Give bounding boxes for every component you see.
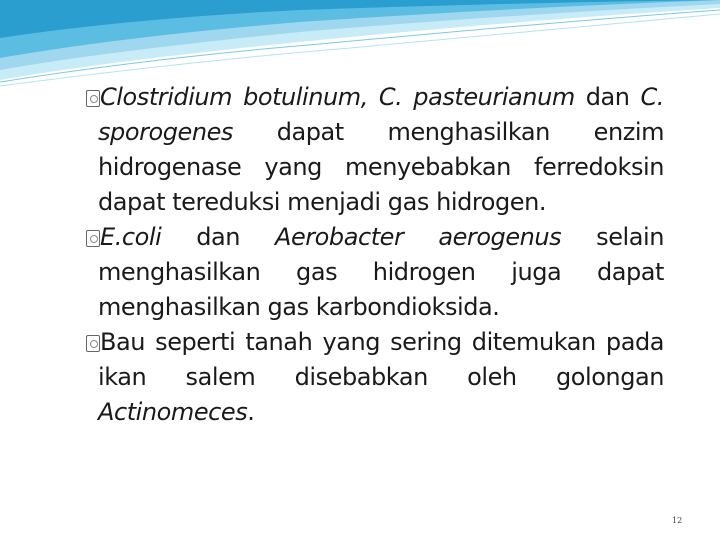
page-number: 12: [672, 516, 683, 525]
species-name: Actinomeces: [98, 398, 248, 426]
species-name: Aerobacter aerogenus: [274, 223, 562, 251]
bullet-text: selain menghasilkan gas hidrogen juga dapat menghasilkan gas karbondioksida.: [98, 223, 664, 321]
header-wave-decoration: [0, 0, 720, 90]
bullet-item-clostridium: [86, 80, 664, 220]
slide-body: [86, 80, 664, 430]
bullet-item-bau: [86, 325, 664, 430]
bullet-text: dapat menghasilkan enzim hidrogenase yang menyebabkan ferredoksin dapat tereduksi menjadi gas hidrogen.: [98, 118, 664, 216]
bullet-icon: [86, 90, 100, 107]
bullet-text: .: [247, 398, 255, 426]
species-names: Clostridium botulinum, C. pasteurianum: [100, 83, 575, 111]
species-name: C. sporogenes: [98, 83, 664, 146]
bullet-item-ecoli: [86, 220, 664, 325]
bullet-text: Bau seperti tanah yang sering ditemukan pada ikan salem disebabkan oleh golongan: [98, 328, 664, 391]
bullet-icon: [86, 230, 100, 247]
bullet-icon: [86, 335, 100, 352]
species-name: E.coli: [100, 223, 162, 251]
bullet-text: dan: [161, 223, 275, 251]
bullet-text: dan: [574, 83, 641, 111]
